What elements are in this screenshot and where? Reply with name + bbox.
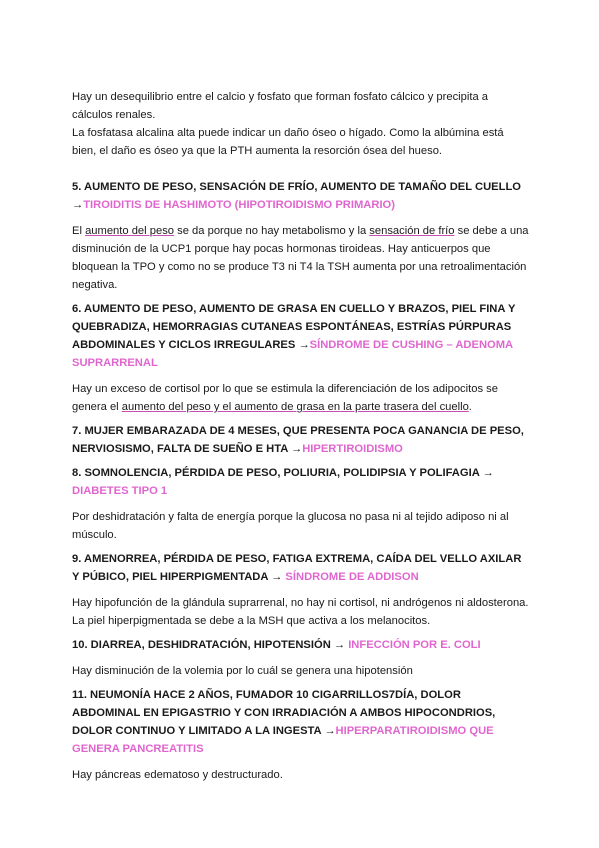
case-5-diagnosis: TIROIDITIS DE HASHIMOTO (HIPOTIROIDISMO PRIMARIO) bbox=[83, 199, 395, 211]
case-6 bbox=[72, 300, 530, 416]
case-11-diagnosis: HIPERPARATIROIDISMO QUE GENERA PANCREATITIS bbox=[72, 725, 494, 755]
arrow-icon: → bbox=[291, 443, 303, 455]
case-7-diagnosis: HIPERTIROIDISMO bbox=[302, 443, 403, 455]
arrow-icon: → bbox=[333, 639, 346, 651]
highlight-weight-fat: aumento del peso y el aumento de grasa en la parte trasera del cuello bbox=[121, 401, 469, 413]
case-9-explanation: Hay hipofunción de la glándula suprarrenal, no hay ni cortisol, ni andrógenos ni aldosterona. La piel hiperpigmentada se debe a la MSH que activa a los melanocitos. bbox=[72, 597, 529, 627]
case-8-diagnosis: DIABETES TIPO 1 bbox=[72, 485, 168, 497]
case-8-explanation: Por deshidratación y falta de energía porque la glucosa no pasa ni al tejido adiposo ni al músculo. bbox=[72, 511, 509, 541]
case-9 bbox=[72, 550, 530, 630]
arrow-icon: → bbox=[271, 571, 283, 583]
case-6-diagnosis: SÍNDROME DE CUSHING – ADENOMA SUPRARRENAL bbox=[72, 339, 513, 369]
case-8 bbox=[72, 464, 530, 544]
case-11-explanation: Hay páncreas edematoso y destructurado. bbox=[72, 769, 283, 781]
document-content bbox=[72, 88, 530, 784]
case-10 bbox=[72, 636, 530, 680]
arrow-icon: → bbox=[298, 339, 310, 351]
arrow-icon: → bbox=[482, 467, 494, 479]
case-11 bbox=[72, 686, 530, 784]
case-6-heading: 6. AUMENTO DE PESO, AUMENTO DE GRASA EN CUELLO Y BRAZOS, PIEL FINA Y QUEBRADIZA, HEMORRAGIAS CUTANEAS ESPONTÁNEAS, ESTRÍAS PÚRPURAS ABDOMINALES Y CICLOS IRREGULARES →SÍNDROME DE CUSHING – ADENOMA SUPRARRENAL bbox=[72, 303, 516, 369]
case-5-explanation: El aumento del peso se da porque no hay metabolismo y la sensación de frío se debe a una disminución de la UCP1 porque hay pocas hormonas tiroideas. Hay anticuerpos que bloquean la TPO y como no se produce T3 ni T4 la TSH aumenta por una retroalimentación negativa. bbox=[72, 225, 529, 291]
case-5-heading: 5. AUMENTO DE PESO, SENSACIÓN DE FRÍO, AUMENTO DE TAMAÑO DEL CUELLO →TIROIDITIS DE HASHIMOTO (HIPOTIROIDISMO PRIMARIO) bbox=[72, 181, 521, 211]
case-6-explanation: Hay un exceso de cortisol por lo que se estimula la diferenciación de los adipocitos se genera el aumento del peso y el aumento de grasa en la parte trasera del cuello. bbox=[72, 383, 498, 413]
arrow-icon: → bbox=[72, 199, 84, 211]
case-9-diagnosis: SÍNDROME DE ADDISON bbox=[282, 571, 419, 583]
intro-paragraph-2: La fosfatasa alcalina alta puede indicar un daño óseo o hígado. Como la albúmina está bien, el daño es óseo ya que la PTH aumenta la resorción ósea del hueso. bbox=[72, 127, 504, 157]
case-5 bbox=[72, 178, 530, 294]
case-8-heading: 8. SOMNOLENCIA, PÉRDIDA DE PESO, POLIURIA, POLIDIPSIA Y POLIFAGIA → DIABETES TIPO 1 bbox=[72, 467, 494, 497]
arrow-icon: → bbox=[324, 725, 336, 737]
case-10-explanation: Hay disminución de la volemia por lo cuál se genera una hipotensión bbox=[72, 665, 413, 677]
case-10-heading: 10. DIARREA, DESHIDRATACIÓN, HIPOTENSIÓN → INFECCIÓN POR E. COLI bbox=[72, 639, 481, 651]
case-7 bbox=[72, 422, 530, 458]
case-10-diagnosis: INFECCIÓN POR E. COLI bbox=[345, 639, 481, 651]
case-11-heading: 11. NEUMONÍA HACE 2 AÑOS, FUMADOR 10 CIGARRILLOS7DÍA, DOLOR ABDOMINAL EN EPIGASTRIO Y CON IRRADIACIÓN A AMBOS HIPOCONDRIOS, DOLOR CONTINUO Y LIMITADO A LA INGESTA →HIPERPARATIROIDISMO QUE GENERA PANCREATITIS bbox=[72, 689, 496, 755]
highlight-cold-sensation: sensación de frío bbox=[369, 225, 455, 237]
case-7-heading: 7. MUJER EMBARAZADA DE 4 MESES, QUE PRESENTA POCA GANANCIA DE PESO, NERVIOSISMO, FALTA DE SUEÑO E HTA →HIPERTIROIDISMO bbox=[72, 425, 524, 455]
case-9-heading: 9. AMENORREA, PÉRDIDA DE PESO, FATIGA EXTREMA, CAÍDA DEL VELLO AXILAR Y PÚBICO, PIEL HIPERPIGMENTADA → SÍNDROME DE ADDISON bbox=[72, 553, 522, 583]
highlight-weight-gain: aumento del peso bbox=[85, 225, 175, 237]
intro-paragraph-1: Hay un desequilibrio entre el calcio y fosfato que forman fosfato cálcico y precipita a cálculos renales. bbox=[72, 91, 489, 121]
